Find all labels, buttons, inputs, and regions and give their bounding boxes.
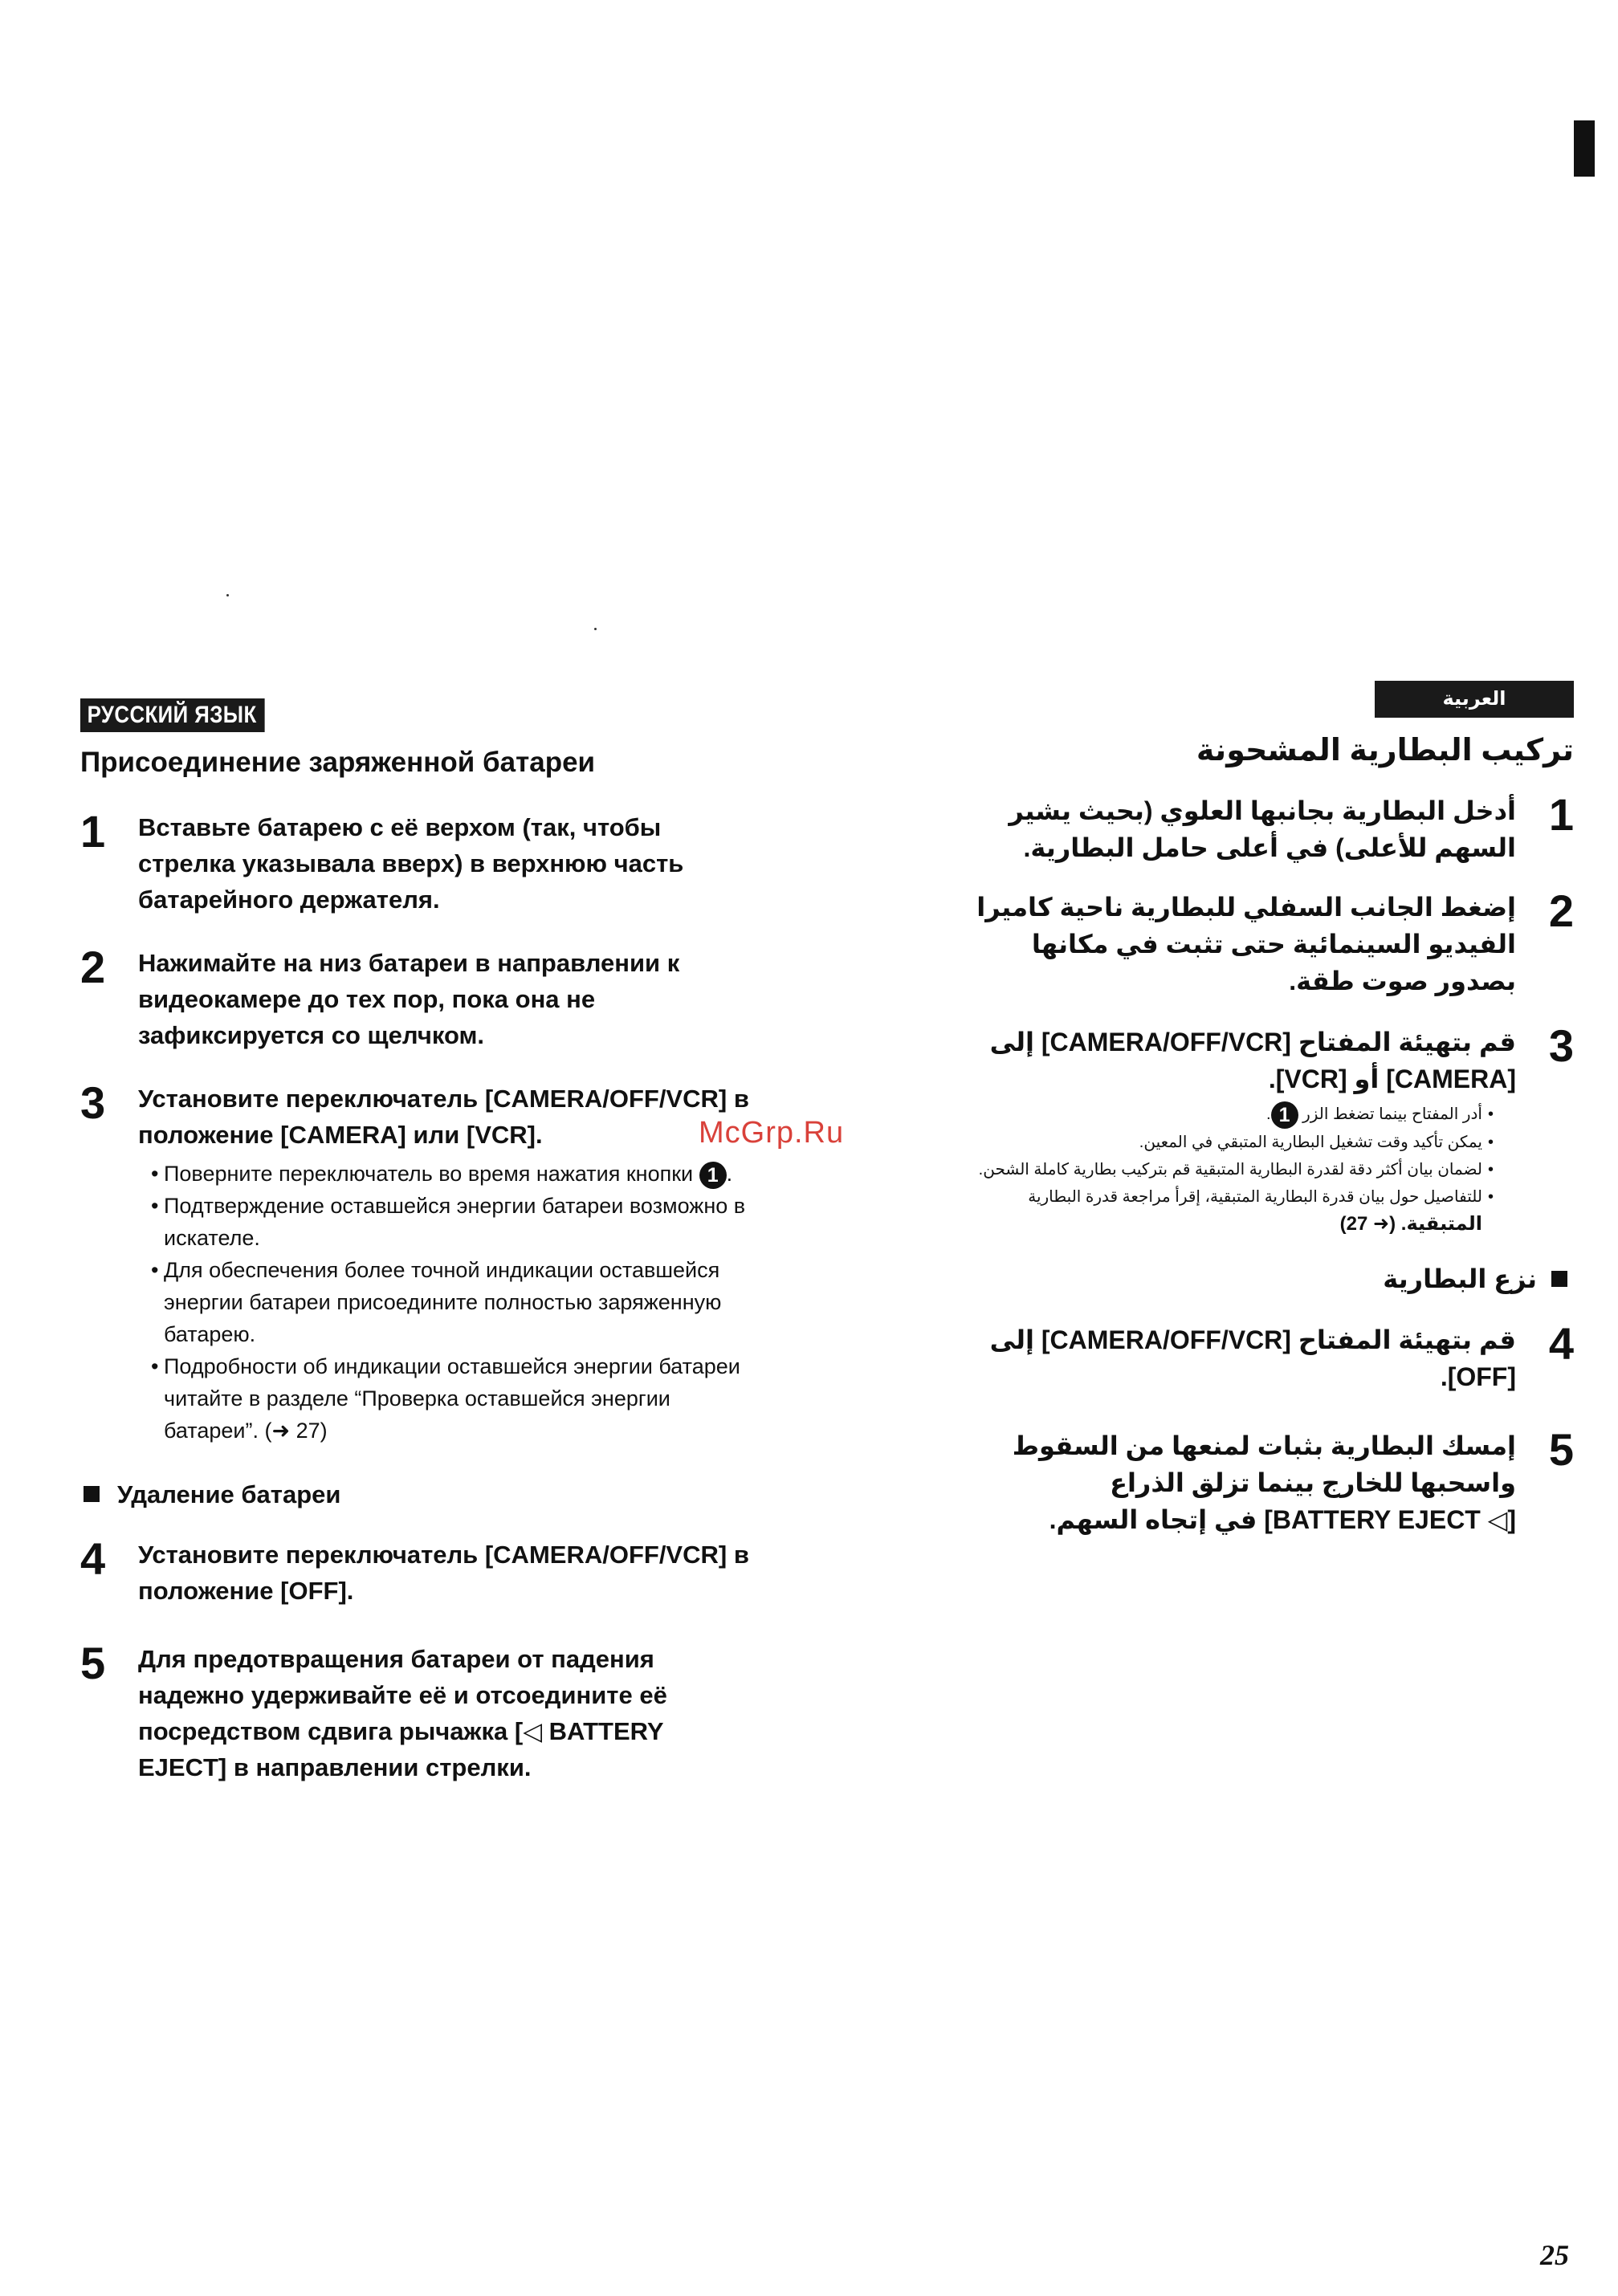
note-text: батареи”. (➜ 27) xyxy=(164,1419,328,1443)
note-text: . xyxy=(726,1162,733,1186)
note-text: Поверните переключатель во время нажатия кнопки xyxy=(164,1162,694,1186)
step-1 xyxy=(80,806,899,918)
step-number: 1 xyxy=(1548,789,1574,840)
step-number: 1 xyxy=(80,806,106,857)
note-list xyxy=(151,1158,899,1447)
subsection-title: نزع البطارية xyxy=(1383,1264,1537,1293)
section-title: تركيب البطارية المشحونة xyxy=(1196,734,1574,767)
text-line: положение [OFF]. xyxy=(138,1577,354,1605)
note-text: أدر المفتاح بينما تضغط الزر xyxy=(1302,1105,1482,1123)
language-badge-arabic: العربية xyxy=(1375,681,1574,718)
note-item xyxy=(923,1156,1494,1183)
text-line: Вставьте батарею с её верхом (так, чтобы xyxy=(138,813,662,841)
subsection-title: Удаление батареи xyxy=(117,1480,341,1508)
text-line: стрелка указывала вверх) в верхнюю часть xyxy=(138,849,684,877)
text-line: الفيديو السينمائية حتى تثبت في مكانها xyxy=(1031,930,1516,959)
note-text: батарею. xyxy=(164,1322,256,1346)
note-text: искателе. xyxy=(164,1226,260,1250)
arabic-column xyxy=(923,681,1574,1538)
text-line: قم بتهيئة المفتاح [CAMERA/OFF/VCR] إلى xyxy=(989,1028,1516,1056)
step-3 xyxy=(923,1020,1574,1238)
russian-column xyxy=(80,698,899,1785)
note-item xyxy=(151,1254,899,1350)
text-line: [OFF]. xyxy=(1440,1362,1516,1391)
text-line: Нажимайте на низ батареи в направлении к xyxy=(138,949,680,977)
step-text xyxy=(923,889,1516,999)
step-text xyxy=(923,1427,1516,1538)
text-line: батарейного держателя. xyxy=(138,885,440,914)
step-5 xyxy=(923,1423,1574,1538)
text-line: إمسك البطارية بثبات لمنعها من السقوط xyxy=(1012,1431,1516,1460)
section-title: Присоединение заряженной батареи xyxy=(80,747,596,778)
note-item xyxy=(151,1158,899,1190)
text-line: видеокамере до тех пор, пока она не xyxy=(138,985,596,1013)
page-number: 25 xyxy=(1540,2239,1569,2271)
subsection-heading xyxy=(84,1480,899,1509)
step-text xyxy=(923,1321,1516,1395)
note-item xyxy=(923,1101,1494,1129)
step-number: 2 xyxy=(80,942,106,992)
square-bullet-icon xyxy=(1551,1271,1567,1287)
step-4 xyxy=(80,1533,899,1609)
step-2 xyxy=(80,942,899,1053)
step-text xyxy=(923,792,1516,866)
note-text: • Подробности об индикации оставшейся энергии батареи xyxy=(164,1354,740,1378)
note-item xyxy=(151,1190,899,1254)
scan-speck xyxy=(226,594,229,596)
note-item xyxy=(923,1129,1494,1156)
step-2 xyxy=(923,885,1574,999)
button-1-marker-icon: 1 xyxy=(699,1162,727,1189)
step-number: 5 xyxy=(1548,1423,1574,1475)
note-text: • يمكن تأكيد وقت تشغيل البطارية المتبقي في المعين. xyxy=(1139,1133,1482,1151)
step-text xyxy=(138,1537,899,1609)
note-text: المتبقية. (➜ 27) xyxy=(1339,1212,1482,1235)
text-line: [◁ BATTERY EJECT] في إتجاه السهم. xyxy=(1049,1504,1516,1534)
note-text: • لضمان بيان أكثر دقة لقدرة البطارية المتبقية قم بتركيب بطارية كاملة الشحن. xyxy=(978,1160,1482,1179)
step-number: 4 xyxy=(1548,1317,1574,1369)
step-1 xyxy=(923,789,1574,866)
step-text xyxy=(923,1024,1516,1097)
text-line: بصدور صوت طقة. xyxy=(1289,967,1516,995)
step-5 xyxy=(80,1638,899,1785)
step-number: 5 xyxy=(80,1638,106,1688)
text-line: EJECT] в направлении стрелки. xyxy=(138,1753,532,1781)
language-badge-russian: РУССКИЙ ЯЗЫК xyxy=(80,698,265,732)
text-line: أدخل البطارية بجانبها العلوي (بحيث يشير xyxy=(1009,796,1516,825)
text-line: إضغط الجانب السفلي للبطارية ناحية كاميرا xyxy=(976,893,1516,922)
step-number: 4 xyxy=(80,1533,106,1584)
step-number: 2 xyxy=(1548,885,1574,936)
note-text: • Для обеспечения более точной индикации оставшейся xyxy=(164,1258,720,1282)
text-line: قم بتهيئة المفتاح [CAMERA/OFF/VCR] إلى xyxy=(989,1325,1516,1354)
square-bullet-icon xyxy=(84,1486,100,1502)
text-line: السهم للأعلى) في أعلى حامل البطارية. xyxy=(1023,833,1516,862)
text-line: Установите переключатель [CAMERA/OFF/VCR] в xyxy=(138,1085,749,1113)
note-text: читайте в разделе “Проверка оставшейся энергии xyxy=(164,1386,670,1411)
step-4 xyxy=(923,1317,1574,1395)
note-item xyxy=(151,1350,899,1447)
step-text xyxy=(138,809,899,918)
text-line: зафиксируется со щелчком. xyxy=(138,1021,485,1049)
text-line: Установите переключатель [CAMERA/OFF/VCR] в xyxy=(138,1541,749,1569)
text-line: Для предотвращения батареи от падения xyxy=(138,1645,654,1673)
step-text xyxy=(138,945,899,1053)
text-line: надежно удерживайте её и отсоедините её xyxy=(138,1681,667,1709)
text-line: посредством сдвига рычажка [◁ BATTERY xyxy=(138,1717,664,1745)
button-1-marker-icon: 1 xyxy=(1271,1101,1298,1129)
step-number: 3 xyxy=(1548,1020,1574,1071)
note-text: • للتفاصيل حول بيان قدرة البطارية المتبقية، إقرأ مراجعة قدرة البطارية xyxy=(1028,1187,1482,1206)
text-line: واسحبها للخارج بينما تزلق الذراع xyxy=(1110,1468,1516,1497)
step-text xyxy=(138,1641,899,1785)
note-text: . xyxy=(1265,1105,1271,1123)
note-item xyxy=(923,1183,1494,1238)
note-list xyxy=(923,1101,1494,1238)
note-text: энергии батареи присоедините полностью заряженную xyxy=(164,1290,722,1314)
scan-speck xyxy=(594,628,597,630)
text-line: [CAMERA] أو [VCR]. xyxy=(1268,1065,1516,1093)
note-text: • Подтверждение оставшейся энергии батареи возможно в xyxy=(164,1194,746,1218)
watermark: McGrp.Ru xyxy=(699,1116,845,1150)
step-number: 3 xyxy=(80,1077,106,1128)
page-edge-tab xyxy=(1574,120,1595,177)
subsection-heading xyxy=(923,1264,1567,1294)
text-line: положение [CAMERA] или [VCR]. xyxy=(138,1121,543,1149)
